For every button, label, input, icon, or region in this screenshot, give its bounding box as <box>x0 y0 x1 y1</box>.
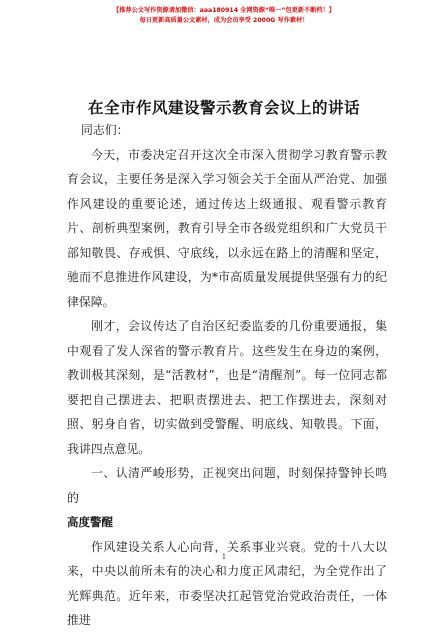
section-1-heading: 一、认清严峻形势，正视突出问题，时刻保持警钟长鸣的 <box>67 466 387 505</box>
salutation: 同志们： <box>81 123 129 137</box>
document-title: 在全市作风建设警示教育会议上的讲话 <box>87 99 360 117</box>
paragraph-3: 作风建设关系人心向背，关系事业兴衰。党的十八大以来，中央以前所未有的决心和力度正风肃纪，为全党作出了光辉典范。近年来，市委坚决扛起管党治党政治责任，一体推进 <box>67 539 387 627</box>
paragraph-2: 刚才，会议传达了自治区纪委监委的几份重要通报，集中观看了发人深省的警示教育片。这些发生在身边的案例，教训极其深刻，是“活教材”，也是“清醒剂”。每一位同志都要把自己摆进去、把职责摆进去、把工作摆进去，深刻对照、躬身自省，切实做到受警醒、明底线、知敬畏。下面，我讲四点意见。 <box>67 319 387 456</box>
promo-banner <box>0 6 448 25</box>
paragraph-1: 今天，市委决定召开这次全市深入贯彻学习教育警示教育会议，主要任务是深入学习领会关于全面从严治党、加强作风建设的重要论述，通过传达上级通报、观看警示教育片、剖析典型案例，教育引导全市各级党组织和广大党员干部知敬畏、存戒惧、守底线，以永远在路上的清醒和坚定，驰而不息推进作风建设，为*市高质量发展提供坚强有力的纪律保障。 <box>67 147 387 309</box>
section-1-subheading: 高度警醒 <box>67 515 113 529</box>
page-number: 1 <box>221 553 227 561</box>
promo-banner-line-2: 每日更新高质量公文素材，成为会员享受 2000G 写作素材！ <box>139 17 309 24</box>
promo-banner-line-1: 【推荐公文写作资源请加微信：aaa180914 全网资源“唯一”包更新不断档！】 <box>113 7 335 14</box>
